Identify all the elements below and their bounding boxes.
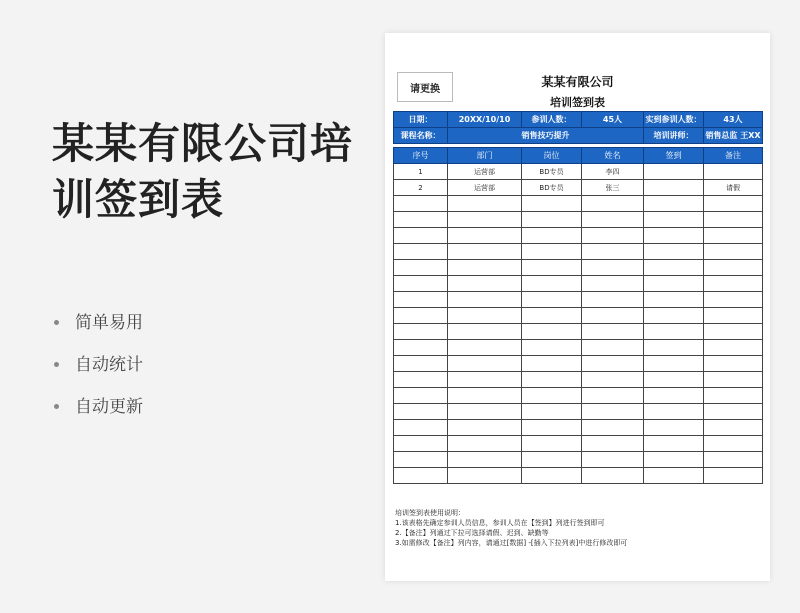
table-cell[interactable] — [522, 244, 582, 260]
table-cell[interactable] — [522, 292, 582, 308]
date-label: 日期： — [394, 112, 448, 128]
trainer-value: 销售总监 王XX — [704, 128, 763, 144]
info-table — [393, 111, 763, 144]
table-cell[interactable] — [704, 356, 763, 372]
table-cell[interactable] — [522, 452, 582, 468]
promo-title: 某某有限公司培训签到表 — [52, 119, 354, 224]
table-cell[interactable] — [448, 196, 522, 212]
table-cell[interactable] — [704, 340, 763, 356]
participants-value: 45人 — [582, 112, 644, 128]
table-cell[interactable] — [582, 292, 644, 308]
table-row — [394, 420, 763, 436]
table-cell[interactable] — [448, 308, 522, 324]
table-cell[interactable] — [448, 436, 522, 452]
table-cell[interactable] — [394, 356, 448, 372]
info-row — [394, 112, 763, 128]
table-cell[interactable]: 李四 — [582, 164, 644, 180]
table-cell[interactable]: 张三 — [582, 180, 644, 196]
table-cell[interactable] — [582, 388, 644, 404]
table-cell[interactable] — [522, 228, 582, 244]
table-cell[interactable] — [522, 276, 582, 292]
column-header: 姓名 — [582, 148, 644, 164]
table-row — [394, 340, 763, 356]
table-cell[interactable] — [644, 292, 704, 308]
table-cell[interactable] — [522, 420, 582, 436]
table-cell[interactable] — [644, 212, 704, 228]
table-cell[interactable]: 运营部 — [448, 164, 522, 180]
table-cell[interactable] — [644, 260, 704, 276]
table-cell[interactable] — [448, 324, 522, 340]
table-cell[interactable] — [394, 308, 448, 324]
sign-in-sheet-preview — [385, 33, 770, 581]
column-header: 签到 — [644, 148, 704, 164]
notes-line: 2.【备注】列通过下拉可选择请假、迟到、缺勤等 — [395, 529, 549, 537]
table-cell[interactable] — [644, 340, 704, 356]
table-row — [394, 228, 763, 244]
table-cell[interactable] — [394, 372, 448, 388]
table-cell[interactable] — [394, 292, 448, 308]
feature-item: 简单易用 — [54, 310, 143, 352]
participants-label: 参训人数： — [522, 112, 582, 128]
table-cell[interactable] — [582, 228, 644, 244]
table-cell[interactable] — [522, 212, 582, 228]
table-cell[interactable] — [704, 452, 763, 468]
table-cell[interactable] — [704, 436, 763, 452]
course-value: 销售技巧提升 — [448, 128, 644, 144]
feature-list — [54, 310, 143, 436]
table-cell[interactable]: BD专员 — [522, 180, 582, 196]
table-cell[interactable] — [644, 468, 704, 484]
table-cell[interactable] — [644, 404, 704, 420]
column-header: 备注 — [704, 148, 763, 164]
date-value: 20XX/10/10 — [448, 112, 522, 128]
table-cell[interactable] — [582, 196, 644, 212]
sheet-title: 培训签到表 — [550, 96, 605, 109]
table-cell[interactable] — [522, 340, 582, 356]
info-row — [394, 128, 763, 144]
table-cell[interactable] — [522, 260, 582, 276]
table-cell[interactable] — [644, 276, 704, 292]
table-cell[interactable] — [704, 468, 763, 484]
table-cell[interactable] — [448, 388, 522, 404]
table-cell[interactable] — [582, 372, 644, 388]
table-row — [394, 404, 763, 420]
table-cell[interactable] — [522, 372, 582, 388]
table-row — [394, 292, 763, 308]
table-row — [394, 212, 763, 228]
table-cell[interactable] — [394, 468, 448, 484]
table-cell[interactable] — [394, 340, 448, 356]
table-row — [394, 260, 763, 276]
table-cell[interactable] — [704, 404, 763, 420]
table-cell[interactable] — [394, 244, 448, 260]
column-header: 部门 — [448, 148, 522, 164]
course-label: 课程名称： — [394, 128, 448, 144]
table-cell[interactable]: 请假 — [704, 180, 763, 196]
table-cell[interactable] — [448, 292, 522, 308]
table-cell[interactable] — [448, 244, 522, 260]
table-cell[interactable] — [644, 228, 704, 244]
feature-item: 自动统计 — [54, 352, 143, 394]
table-cell[interactable] — [704, 164, 763, 180]
table-row — [394, 372, 763, 388]
table-cell[interactable] — [582, 212, 644, 228]
table-cell[interactable] — [448, 356, 522, 372]
feature-item: 自动更新 — [54, 394, 143, 436]
table-cell[interactable] — [704, 420, 763, 436]
table-cell[interactable] — [704, 372, 763, 388]
table-cell[interactable]: BD专员 — [522, 164, 582, 180]
table-cell[interactable] — [394, 404, 448, 420]
table-cell[interactable] — [644, 452, 704, 468]
table-cell[interactable] — [448, 404, 522, 420]
table-cell[interactable] — [394, 260, 448, 276]
table-row — [394, 388, 763, 404]
table-cell[interactable] — [522, 388, 582, 404]
column-header: 序号 — [394, 148, 448, 164]
table-cell[interactable] — [644, 180, 704, 196]
usage-notes — [395, 508, 627, 548]
notes-line: 1.该表格先确定参训人员信息，参训人员在【签到】列进行签到即可 — [395, 519, 605, 527]
table-cell[interactable] — [704, 308, 763, 324]
table-row — [394, 356, 763, 372]
table-cell[interactable] — [582, 356, 644, 372]
table-row — [394, 308, 763, 324]
table-cell[interactable] — [704, 292, 763, 308]
table-cell[interactable] — [448, 228, 522, 244]
table-cell[interactable] — [394, 388, 448, 404]
bullet-icon — [54, 362, 59, 367]
table-cell[interactable] — [522, 196, 582, 212]
table-cell[interactable] — [582, 404, 644, 420]
table-cell[interactable] — [394, 420, 448, 436]
table-cell[interactable] — [644, 308, 704, 324]
table-cell[interactable] — [522, 356, 582, 372]
actual-label: 实到参训人数： — [644, 112, 704, 128]
table-cell[interactable] — [582, 260, 644, 276]
table-cell[interactable] — [522, 308, 582, 324]
table-cell[interactable] — [644, 436, 704, 452]
table-cell[interactable] — [394, 228, 448, 244]
table-cell[interactable] — [582, 244, 644, 260]
table-cell[interactable]: 运营部 — [448, 180, 522, 196]
bullet-icon — [54, 320, 59, 325]
table-cell[interactable] — [582, 436, 644, 452]
table-cell[interactable] — [448, 468, 522, 484]
table-cell[interactable] — [644, 388, 704, 404]
table-cell[interactable] — [582, 420, 644, 436]
table-cell[interactable] — [582, 340, 644, 356]
table-row — [394, 180, 763, 196]
table-cell[interactable] — [394, 324, 448, 340]
table-cell[interactable] — [522, 404, 582, 420]
table-row — [394, 436, 763, 452]
table-cell[interactable] — [448, 452, 522, 468]
table-row — [394, 468, 763, 484]
table-cell[interactable] — [448, 276, 522, 292]
table-cell[interactable] — [582, 276, 644, 292]
table-cell[interactable] — [704, 196, 763, 212]
table-cell[interactable] — [644, 164, 704, 180]
table-cell[interactable] — [644, 324, 704, 340]
notes-heading: 培训签到表使用说明： — [395, 509, 465, 517]
table-cell[interactable] — [582, 308, 644, 324]
actual-value: 43人 — [704, 112, 763, 128]
table-row — [394, 452, 763, 468]
table-cell[interactable] — [704, 276, 763, 292]
table-row — [394, 324, 763, 340]
table-cell[interactable] — [394, 276, 448, 292]
table-cell[interactable] — [704, 228, 763, 244]
table-cell[interactable] — [394, 436, 448, 452]
table-cell[interactable]: 1 — [394, 164, 448, 180]
table-cell[interactable] — [644, 244, 704, 260]
table-row — [394, 276, 763, 292]
notes-line: 3.如需修改【备注】列内容，请通过[数据] -[插入下拉列表]中进行修改即可 — [395, 539, 628, 547]
table-cell[interactable] — [448, 372, 522, 388]
table-cell[interactable] — [448, 260, 522, 276]
table-cell[interactable] — [582, 324, 644, 340]
table-cell[interactable] — [522, 436, 582, 452]
table-cell[interactable] — [394, 196, 448, 212]
table-cell[interactable] — [448, 212, 522, 228]
bullet-icon — [54, 404, 59, 409]
table-cell[interactable] — [522, 324, 582, 340]
logo-placeholder: 请更换 — [397, 72, 453, 102]
table-cell[interactable] — [394, 212, 448, 228]
table-cell[interactable] — [704, 244, 763, 260]
table-row — [394, 196, 763, 212]
table-row — [394, 244, 763, 260]
table-cell[interactable] — [448, 420, 522, 436]
trainer-label: 培训讲师： — [644, 128, 704, 144]
table-cell[interactable] — [644, 420, 704, 436]
table-cell[interactable] — [582, 452, 644, 468]
table-cell[interactable] — [644, 356, 704, 372]
table-cell[interactable] — [704, 324, 763, 340]
table-cell[interactable] — [704, 212, 763, 228]
table-cell[interactable] — [644, 372, 704, 388]
company-name: 某某有限公司 — [541, 75, 614, 89]
table-cell[interactable] — [644, 196, 704, 212]
table-cell[interactable] — [448, 340, 522, 356]
attendance-table — [393, 147, 763, 484]
table-cell[interactable]: 2 — [394, 180, 448, 196]
table-row — [394, 164, 763, 180]
table-cell[interactable] — [704, 260, 763, 276]
table-header-row — [394, 148, 763, 164]
table-cell[interactable] — [394, 452, 448, 468]
table-cell[interactable] — [582, 468, 644, 484]
column-header: 岗位 — [522, 148, 582, 164]
table-cell[interactable] — [704, 388, 763, 404]
table-cell[interactable] — [522, 468, 582, 484]
